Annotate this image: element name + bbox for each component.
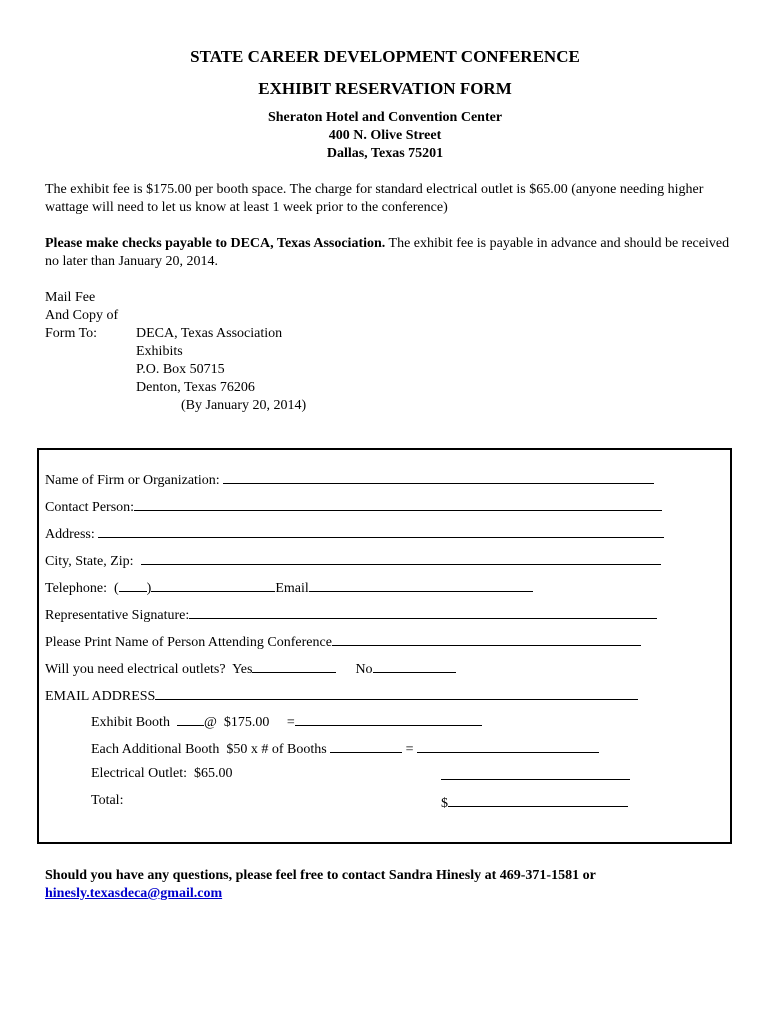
- city-field[interactable]: [141, 551, 661, 565]
- form-subtitle: EXHIBIT RESERVATION FORM: [258, 79, 512, 98]
- city-label: City, State, Zip:: [45, 554, 141, 569]
- email-address-label: EMAIL ADDRESS: [45, 689, 156, 704]
- area-code-field[interactable]: [119, 578, 147, 592]
- outlets-no-label: No: [355, 662, 373, 677]
- email-address-row: [45, 686, 638, 705]
- telephone-field[interactable]: [151, 578, 275, 592]
- booth-price-label: @ $175.00 =: [203, 715, 295, 730]
- telephone-paren-close: ): [146, 581, 152, 596]
- mail-address-line3: P.O. Box 50715: [136, 362, 225, 377]
- total-label: Total:: [91, 793, 124, 808]
- additional-booth-count-field[interactable]: [330, 739, 402, 753]
- address-label: Address:: [45, 527, 99, 542]
- contact-field[interactable]: [134, 497, 662, 511]
- additional-booth-equals: =: [402, 742, 418, 757]
- attendee-field[interactable]: [332, 632, 641, 646]
- address-field[interactable]: [98, 524, 664, 538]
- signature-field[interactable]: [189, 605, 657, 619]
- attendee-row: [45, 632, 641, 651]
- footer-contact-text: Should you have any questions, please feel free to contact Sandra Hinesly at 469-371-1581 or: [45, 868, 596, 883]
- footer-contact: [45, 867, 735, 903]
- venue-street: 400 N. Olive Street: [328, 128, 442, 143]
- additional-booth-row: [91, 739, 599, 758]
- outlets-row: [45, 659, 456, 678]
- venue-city: Dallas, Texas 75201: [326, 146, 444, 161]
- telephone-label: Telephone: (: [45, 581, 119, 596]
- firm-field[interactable]: [223, 470, 654, 484]
- address-row: [45, 524, 664, 543]
- mail-address-line2: Exhibits: [136, 344, 183, 359]
- outlets-no-field[interactable]: [373, 659, 456, 673]
- electrical-label: Electrical Outlet: $65.00: [91, 766, 233, 781]
- mail-address-line1: DECA, Texas Association: [136, 326, 283, 341]
- contact-row: [45, 497, 662, 516]
- total-row: [441, 793, 628, 812]
- total-dollar-sign: $: [441, 796, 448, 811]
- signature-row: [45, 605, 657, 624]
- outlets-yes-field[interactable]: [252, 659, 336, 673]
- booth-label: Exhibit Booth: [91, 715, 177, 730]
- contact-label: Contact Person:: [45, 500, 135, 515]
- booth-row: [91, 712, 482, 731]
- booth-total-field[interactable]: [295, 712, 482, 726]
- mail-label-line2: And Copy of: [45, 308, 119, 323]
- checks-paragraph: [45, 235, 735, 271]
- outlets-label: Will you need electrical outlets? Yes: [45, 662, 253, 677]
- checks-payable-bold: Please make checks payable to DECA, Texas Association.: [45, 236, 386, 251]
- telephone-row: [45, 578, 533, 597]
- email-address-field[interactable]: [155, 686, 638, 700]
- firm-label: Name of Firm or Organization:: [45, 473, 224, 488]
- additional-booth-total-field[interactable]: [417, 739, 599, 753]
- checks-payable-rest: The exhibit fee is payable in advance and should be received no later than January 20, 2014.: [45, 236, 730, 269]
- contact-email-link[interactable]: hinesly.texasdeca@gmail.com: [45, 886, 223, 901]
- form-title: STATE CAREER DEVELOPMENT CONFERENCE: [190, 47, 580, 66]
- mail-deadline: (By January 20, 2014): [181, 398, 307, 413]
- venue-name: Sheraton Hotel and Convention Center: [267, 110, 503, 125]
- electrical-total-field[interactable]: [441, 766, 630, 780]
- email-field[interactable]: [309, 578, 533, 592]
- city-row: [45, 551, 661, 570]
- fee-paragraph: The exhibit fee is $175.00 per booth space. The charge for standard electrical outlet is $65.00 (anyone needing higher wattage will need to let us know at least 1 week prior to the conference): [45, 182, 704, 215]
- mail-label-line1: Mail Fee: [45, 290, 96, 305]
- electrical-row: [441, 766, 630, 785]
- mail-address-line4: Denton, Texas 76206: [136, 380, 255, 395]
- email-label: Email: [275, 581, 309, 596]
- booth-quantity-field[interactable]: [177, 712, 204, 726]
- total-field[interactable]: [448, 793, 628, 807]
- firm-row: [45, 470, 654, 489]
- additional-booth-label: Each Additional Booth $50 x # of Booths: [91, 742, 331, 757]
- attendee-label: Please Print Name of Person Attending Conference: [45, 635, 332, 650]
- signature-label: Representative Signature:: [45, 608, 190, 623]
- mail-label-line3: Form To:: [45, 326, 98, 341]
